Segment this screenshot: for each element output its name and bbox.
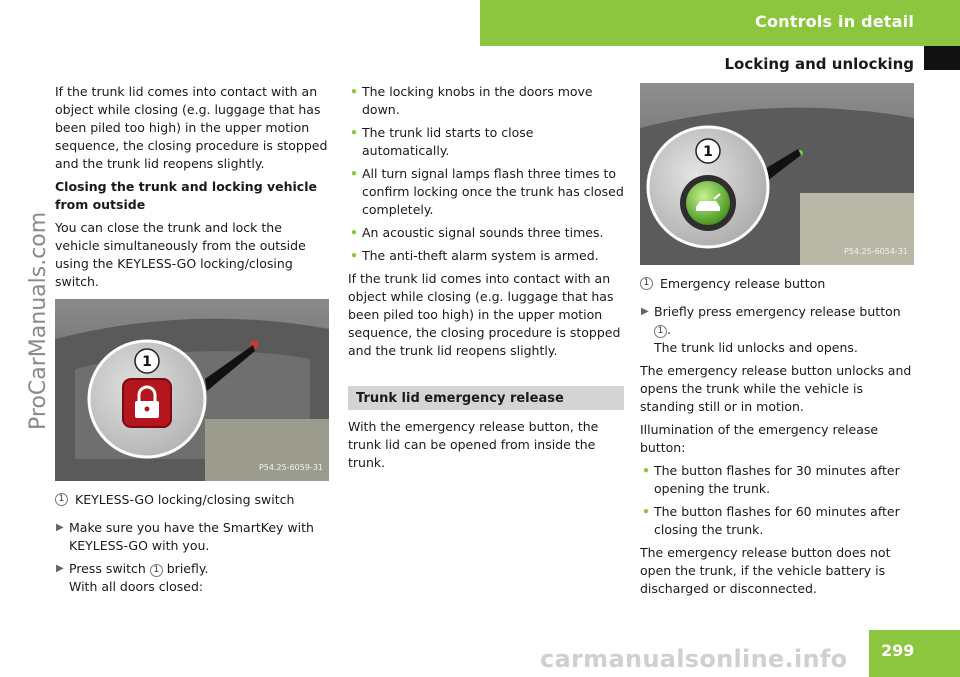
step-result: The trunk lid unlocks and opens. (654, 340, 858, 355)
figure-caption (55, 491, 330, 509)
section-tab-marker (924, 46, 960, 70)
trunk-interior-illustration (640, 83, 914, 265)
body-paragraph: The emergency release button does not open the trunk, if the vehicle battery is discharged or disconnected. (640, 545, 891, 596)
svg-text:1: 1 (142, 354, 152, 370)
list-item: • The trunk lid starts to close automatically. (348, 124, 624, 160)
caption-text: KEYLESS-GO locking/closing switch (75, 492, 295, 507)
body-paragraph: Illumination of the emergency release button: (640, 422, 879, 455)
caption-text: Emergency release button (660, 276, 826, 291)
list-item: • All turn signal lamps flash three times to confirm locking once the trunk has closed completely. (348, 165, 624, 219)
figure-code: P54.25-6059-31 (258, 463, 323, 472)
step-arrow-icon: ▶ (56, 563, 64, 574)
body-paragraph: If the trunk lid comes into contact with an object while closing (e.g. luggage that has been piled too high) in the upper motion sequence, the closing procedure is stopped and the trunk lid reopens slightly. (348, 271, 621, 358)
section-subheading: Trunk lid emergency release (348, 386, 624, 410)
callout-number: 1 (654, 325, 667, 338)
emergency-release-figure (640, 83, 914, 265)
trunk-lid-illustration (55, 299, 329, 481)
subsection-heading: Closing the trunk and locking vehicle from outside (55, 179, 317, 212)
list-item: • An acoustic signal sounds three times. (348, 224, 624, 242)
list-item: • The button flashes for 60 minutes after closing the trunk. (640, 503, 916, 539)
chapter-title: Controls in detail (755, 12, 914, 31)
body-paragraph: You can close the trunk and lock the vehicle simultaneously from the outside using the KEYLESS-GO locking/closing switch. (55, 220, 306, 289)
step-text: Make sure you have the SmartKey with KEYLESS-GO with you. (69, 520, 314, 553)
step-text: Briefly press emergency release button (654, 304, 901, 319)
list-item: • The locking knobs in the doors move down. (348, 83, 624, 119)
step-text: Press switch (69, 561, 146, 576)
page-number: 299 (881, 641, 915, 660)
step-text: briefly. (166, 561, 209, 576)
body-paragraph: The emergency release button unlocks and opens the trunk while the vehicle is standing still or in motion. (640, 363, 912, 414)
step-result: With all doors closed: (69, 579, 204, 594)
callout-number: 1 (640, 277, 653, 290)
step-text: . (667, 322, 671, 337)
keyless-go-switch-figure (55, 299, 329, 481)
figure-code: P54.25-6054-31 (843, 247, 908, 256)
instruction-step (55, 519, 330, 555)
instruction-step (640, 303, 916, 357)
column-right (640, 83, 916, 603)
body-paragraph: With the emergency release button, the trunk lid can be opened from inside the trunk. (348, 419, 599, 470)
side-watermark: ProCarManuals.com (26, 211, 51, 430)
column-middle (348, 83, 624, 477)
list-item: • The button flashes for 30 minutes after opening the trunk. (640, 462, 916, 498)
callout-number: 1 (55, 493, 68, 506)
step-arrow-icon: ▶ (641, 306, 649, 317)
section-title: Locking and unlocking (724, 55, 914, 73)
column-left (55, 83, 330, 601)
figure-caption (640, 275, 916, 293)
callout-number: 1 (150, 564, 163, 577)
intro-paragraph: If the trunk lid comes into contact with an object while closing (e.g. luggage that has been piled too high) in the upper motion sequence, the closing procedure is stopped and the trunk lid reopens slightly. (55, 84, 328, 171)
instruction-step (55, 560, 330, 596)
svg-text:1: 1 (703, 144, 713, 160)
step-arrow-icon: ▶ (56, 522, 64, 533)
footer-watermark: carmanualsonline.info (540, 645, 848, 673)
list-item: • The anti-theft alarm system is armed. (348, 247, 624, 265)
